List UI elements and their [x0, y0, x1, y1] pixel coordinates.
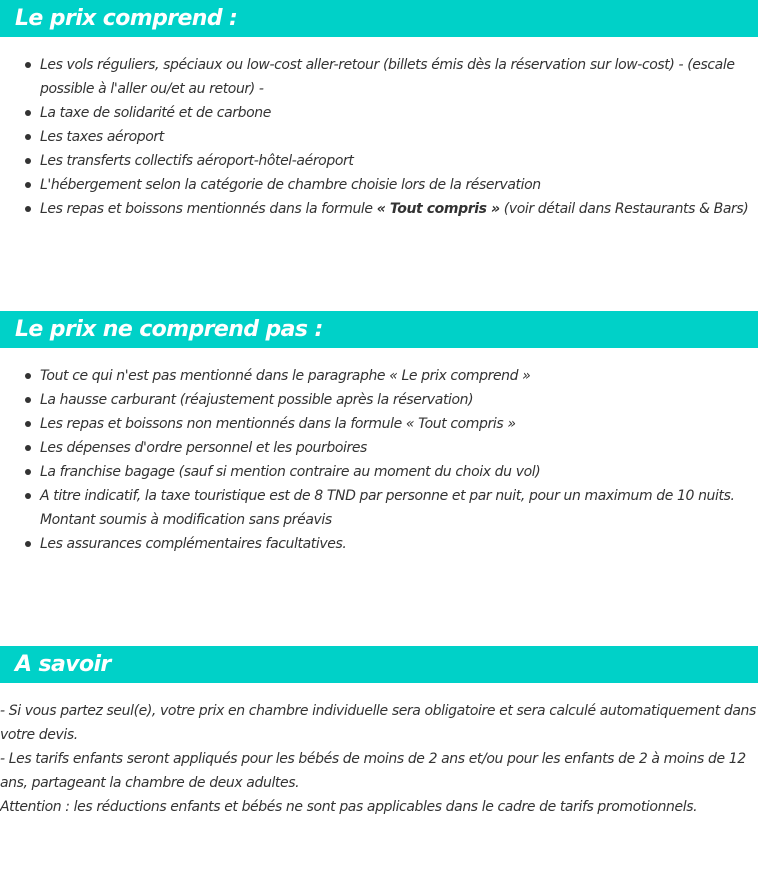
formula-name: « Tout compris »	[376, 201, 500, 217]
list-item-text: (voir détail dans Restaurants & Bars)	[499, 201, 749, 217]
info-line: - Les tarifs enfants seront appliqués pour les bébés de moins de 2 ans et/ou pour les enfants de 2 à moins de 12 ans, partageant la chambre de deux adultes.	[0, 751, 746, 791]
list-item	[0, 197, 758, 221]
list-item-text: Les repas et boissons mentionnés dans la formule	[40, 201, 377, 217]
section-title-price-includes: Le prix comprend :	[0, 0, 758, 37]
list-item: Tout ce qui n'est pas mentionné dans le paragraphe « Le prix comprend »	[0, 364, 758, 388]
list-item: La hausse carburant (réajustement possible après la réservation)	[0, 388, 758, 412]
price-excludes-list	[0, 364, 758, 556]
section-title-price-excludes: Le prix ne comprend pas :	[0, 311, 758, 348]
list-item: Les assurances complémentaires facultatives.	[0, 532, 758, 556]
list-item: Les repas et boissons non mentionnés dans la formule « Tout compris »	[0, 412, 758, 436]
good-to-know-text	[0, 699, 758, 819]
info-line: - Si vous partez seul(e), votre prix en chambre individuelle sera obligatoire et sera calculé automatiquement dans votre devis.	[0, 703, 756, 743]
section-title-good-to-know: A savoir	[0, 646, 758, 683]
list-item: L'hébergement selon la catégorie de chambre choisie lors de la réservation	[0, 173, 758, 197]
list-item: Les transferts collectifs aéroport-hôtel-aéroport	[0, 149, 758, 173]
price-includes-list	[0, 53, 758, 221]
info-line: Attention : les réductions enfants et bébés ne sont pas applicables dans le cadre de tarifs promotionnels.	[0, 799, 698, 815]
list-item: A titre indicatif, la taxe touristique est de 8 TND par personne et par nuit, pour un maximum de 10 nuits. Montant soumis à modification sans préavis	[0, 484, 758, 532]
list-item: La taxe de solidarité et de carbone	[0, 101, 758, 125]
list-item: Les dépenses d'ordre personnel et les pourboires	[0, 436, 758, 460]
list-item: La franchise bagage (sauf si mention contraire au moment du choix du vol)	[0, 460, 758, 484]
list-item: Les taxes aéroport	[0, 125, 758, 149]
list-item: Les vols réguliers, spéciaux ou low-cost aller-retour (billets émis dès la réservation sur low-cost) - (escale possible à l'aller ou/et au retour) -	[0, 53, 758, 101]
